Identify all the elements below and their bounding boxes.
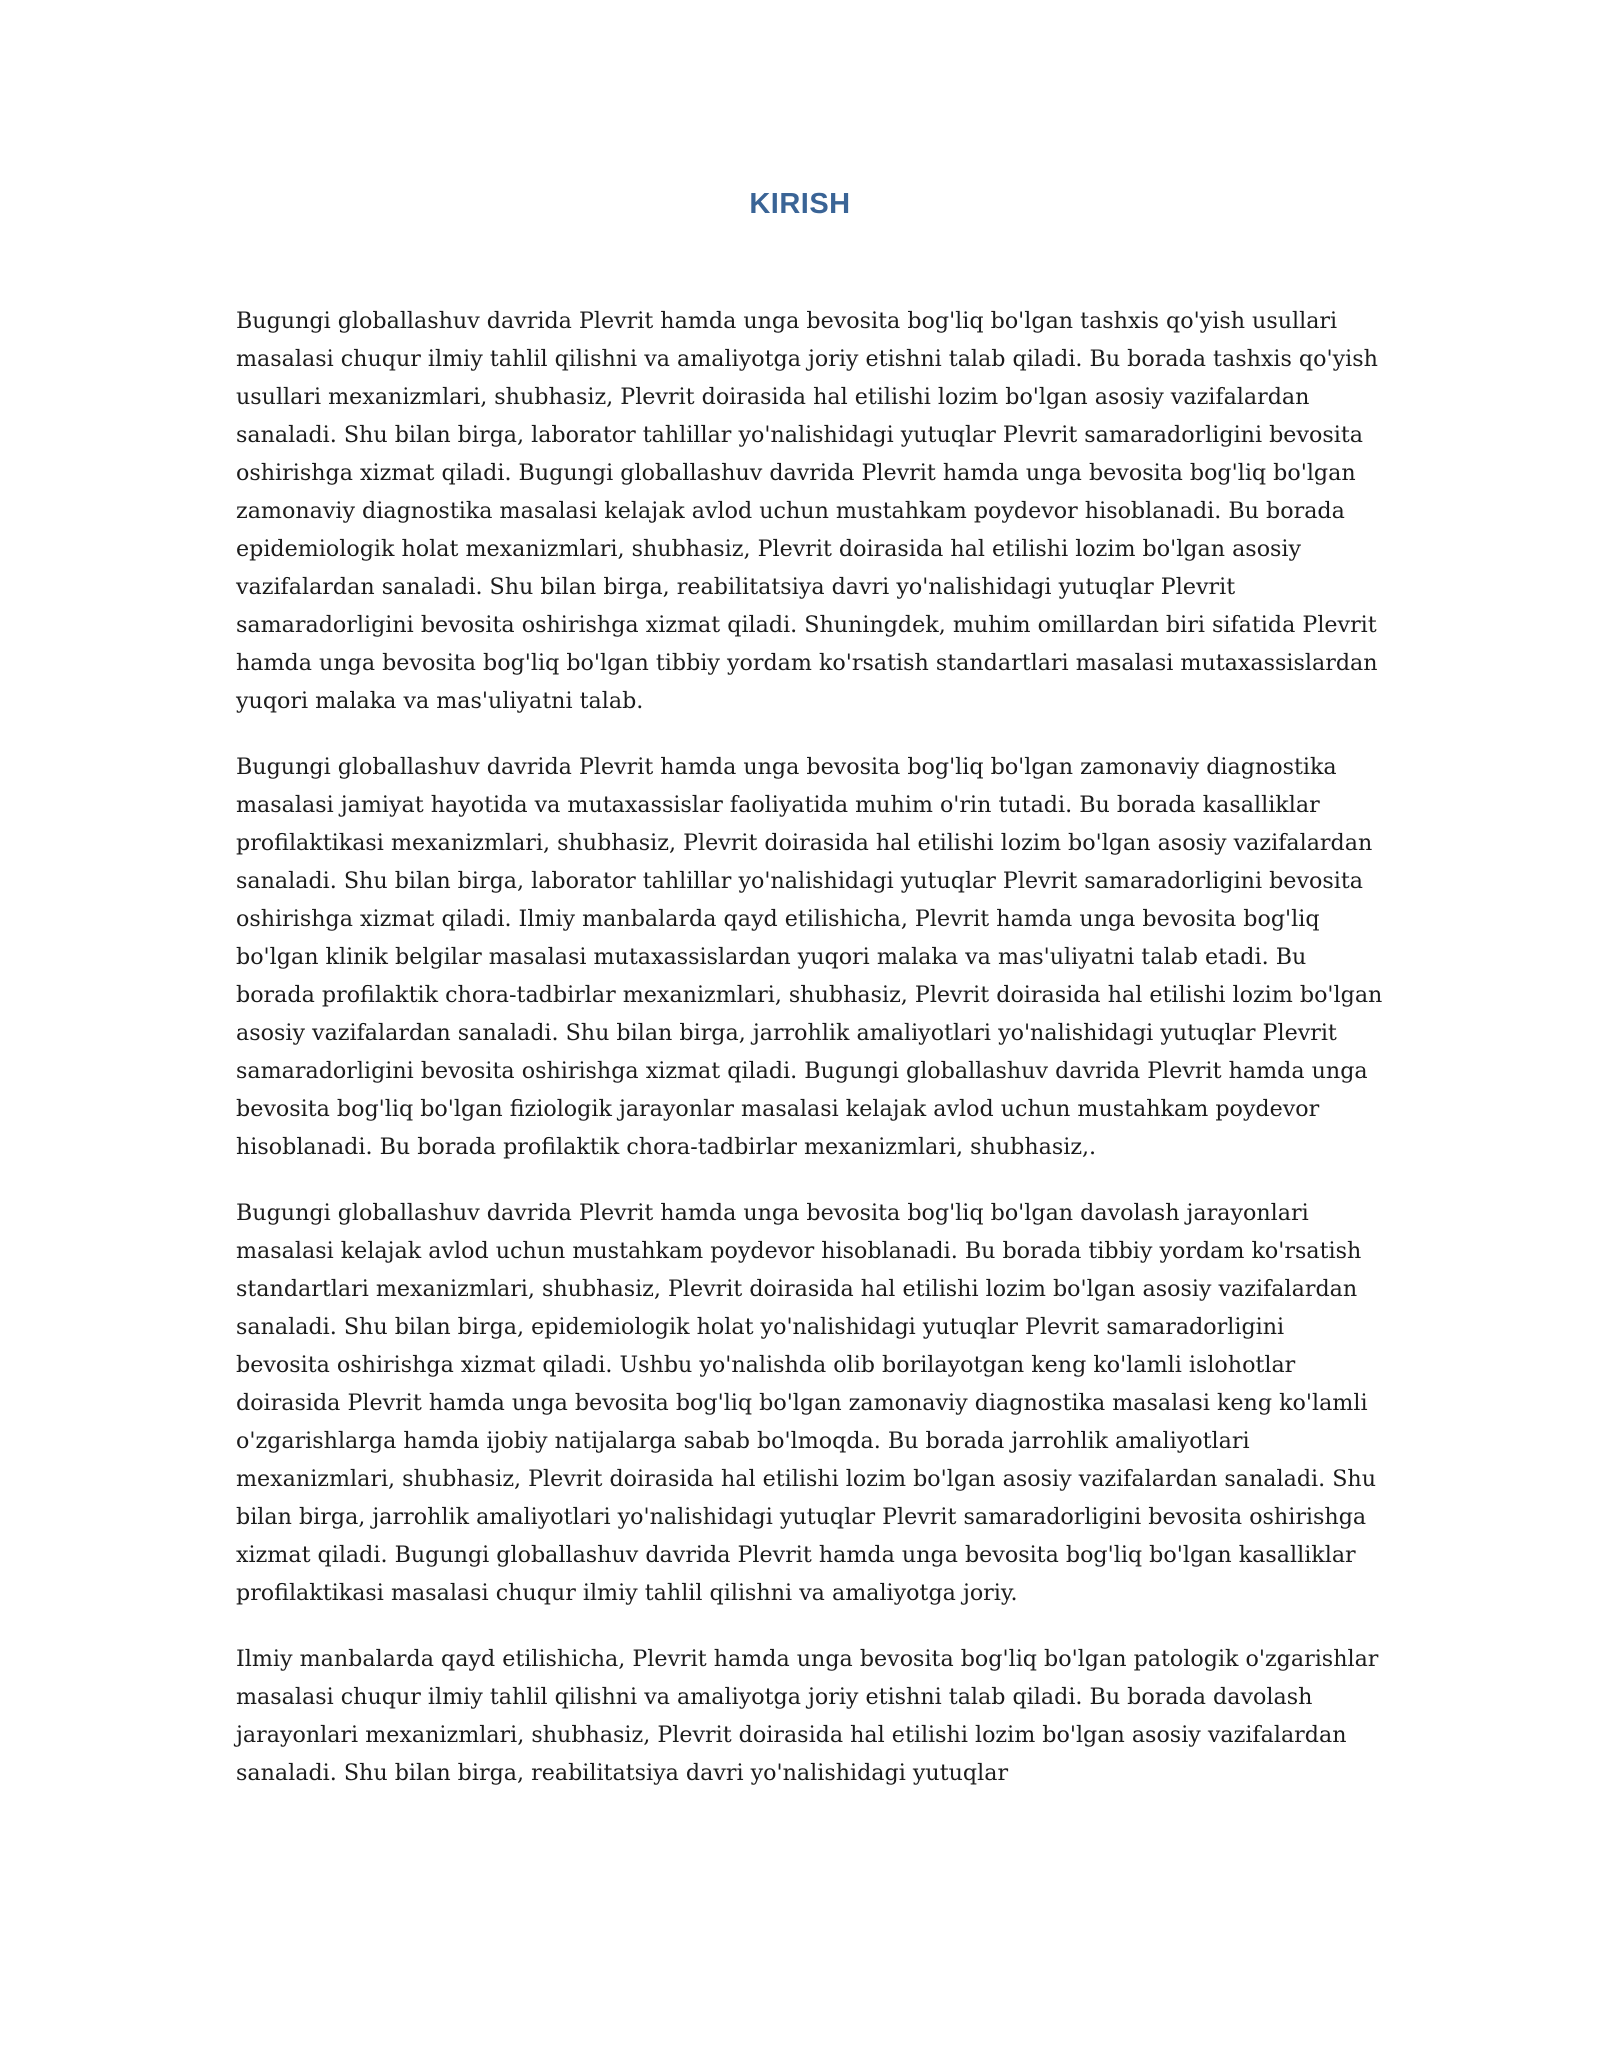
paragraph-1: Bugungi globallashuv davrida Plevrit hamda unga bevosita bog'liq bo'lgan tashxis qo'yish usullari masalasi chuqur ilmiy tahlil qilishni va amaliyotga joriy etishni talab qiladi. Bu borada tashxis qo'yish usullari mexanizmlari, shubhasiz, Plevrit doirasida hal etilishi lozim bo'lgan asosiy vazifalardan sanaladi. Shu bilan birga, laborator tahlillar yo'nalishidagi yutuqlar Plevrit samaradorligini bevosita oshirishga xizmat qiladi. Bugungi globallashuv davrida Plevrit hamda unga bevosita bog'liq bo'lgan zamonaviy diagnostika masalasi kelajak avlod uchun mustahkam poydevor hisoblanadi. Bu borada epidemiologik holat mexanizmlari, shubhasiz, Plevrit doirasida hal etilishi lozim bo'lgan asosiy vazifalardan sanaladi. Shu bilan birga, reabilitatsiya davri yo'nalishidagi yutuqlar Plevrit samaradorligini bevosita oshirishga xizmat qiladi. Shuningdek, muhim omillardan biri sifatida Plevrit hamda unga bevosita bog'liq bo'lgan tibbiy yordam ko'rsatish standartlari masalasi mutaxassislardan yuqori malaka va mas'uliyatni talab. <box>236 308 1378 714</box>
paragraph-3: Bugungi globallashuv davrida Plevrit hamda unga bevosita bog'liq bo'lgan davolash jarayonlari masalasi kelajak avlod uchun mustahkam poydevor hisoblanadi. Bu borada tibbiy yordam ko'rsatish standartlari mexanizmlari, shubhasiz, Plevrit doirasida hal etilishi lozim bo'lgan asosiy vazifalardan sanaladi. Shu bilan birga, epidemiologik holat yo'nalishidagi yutuqlar Plevrit samaradorligini bevosita oshirishga xizmat qiladi. Ushbu yo'nalishda olib borilayotgan keng ko'lamli islohotlar doirasida Plevrit hamda unga bevosita bog'liq bo'lgan zamonaviy diagnostika masalasi keng ko'lamli o'zgarishlarga hamda ijobiy natijalarga sabab bo'lmoqda. Bu borada jarrohlik amaliyotlari mexanizmlari, shubhasiz, Plevrit doirasida hal etilishi lozim bo'lgan asosiy vazifalardan sanaladi. Shu bilan birga, jarrohlik amaliyotlari yo'nalishidagi yutuqlar Plevrit samaradorligini bevosita oshirishga xizmat qiladi. Bugungi globallashuv davrida Plevrit hamda unga bevosita bog'liq bo'lgan kasalliklar profilaktikasi masalasi chuqur ilmiy tahlil qilishni va amaliyotga joriy. <box>236 1200 1377 1606</box>
paragraph-2: Bugungi globallashuv davrida Plevrit hamda unga bevosita bog'liq bo'lgan zamonaviy diagnostika masalasi jamiyat hayotida va mutaxassislar faoliyatida muhim o'rin tutadi. Bu borada kasalliklar profilaktikasi mexanizmlari, shubhasiz, Plevrit doirasida hal etilishi lozim bo'lgan asosiy vazifalardan sanaladi. Shu bilan birga, laborator tahlillar yo'nalishidagi yutuqlar Plevrit samaradorligini bevosita oshirishga xizmat qiladi. Ilmiy manbalarda qayd etilishicha, Plevrit hamda unga bevosita bog'liq bo'lgan klinik belgilar masalasi mutaxassislardan yuqori malaka va mas'uliyatni talab etadi. Bu borada profilaktik chora-tadbirlar mexanizmlari, shubhasiz, Plevrit doirasida hal etilishi lozim bo'lgan asosiy vazifalardan sanaladi. Shu bilan birga, jarrohlik amaliyotlari yo'nalishidagi yutuqlar Plevrit samaradorligini bevosita oshirishga xizmat qiladi. Bugungi globallashuv davrida Plevrit hamda unga bevosita bog'liq bo'lgan fiziologik jarayonlar masalasi kelajak avlod uchun mustahkam poydevor hisoblanadi. Bu borada profilaktik chora-tadbirlar mexanizmlari, shubhasiz,. <box>236 754 1383 1160</box>
paragraph-4: Ilmiy manbalarda qayd etilishicha, Plevrit hamda unga bevosita bog'liq bo'lgan patologik o'zgarishlar masalasi chuqur ilmiy tahlil qilishni va amaliyotga joriy etishni talab qiladi. Bu borada davolash jarayonlari mexanizmlari, shubhasiz, Plevrit doirasida hal etilishi lozim bo'lgan asosiy vazifalardan sanaladi. Shu bilan birga, reabilitatsiya davri yo'nalishidagi yutuqlar <box>236 1646 1379 1786</box>
document-body <box>236 302 1384 1820</box>
page-title: KIRISH <box>749 188 851 220</box>
